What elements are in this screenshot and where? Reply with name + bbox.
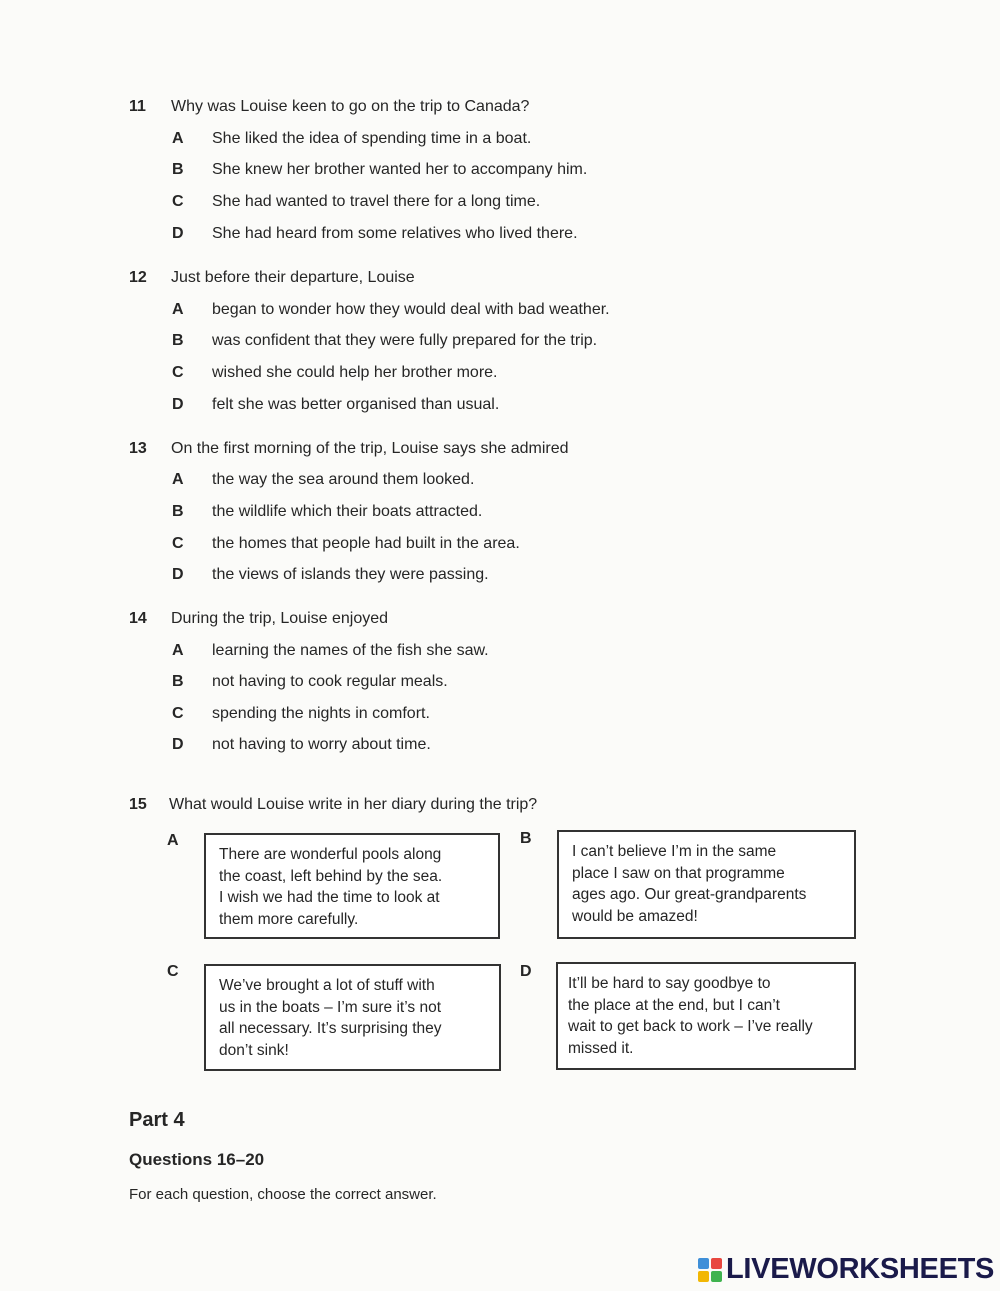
box-line: There are wonderful pools along — [219, 846, 442, 863]
option-letter[interactable]: A — [172, 642, 184, 659]
question-text: During the trip, Louise enjoyed — [171, 610, 389, 627]
option-letter[interactable]: B — [172, 503, 184, 520]
option-text[interactable]: wished she could help her brother more. — [212, 364, 498, 381]
question-number: 11 — [129, 98, 146, 115]
option-letter[interactable]: B — [172, 161, 184, 178]
question-number: 14 — [129, 610, 147, 627]
option-letter[interactable]: C — [172, 193, 184, 210]
option-letter[interactable]: D — [172, 736, 184, 753]
option-letter[interactable]: A — [172, 471, 184, 488]
option-text[interactable]: began to wonder how they would deal with bad weather. — [212, 301, 610, 318]
logo-text: LIVEWORKSHEETS — [726, 1253, 995, 1285]
option-text[interactable]: She had wanted to travel there for a long time. — [212, 193, 541, 210]
option-text[interactable]: She had heard from some relatives who lived there. — [212, 225, 578, 242]
box-line: would be amazed! — [572, 907, 698, 925]
box-line: place I saw on that programme — [572, 864, 785, 882]
part-title: Part 4 — [129, 1109, 185, 1131]
option-text[interactable]: learning the names of the fish she saw. — [212, 642, 489, 659]
box-line: us in the boats – I’m sure it’s not — [219, 998, 441, 1016]
option-letter[interactable]: C — [172, 705, 184, 722]
option-letter[interactable]: C — [172, 364, 184, 381]
question-text: What would Louise write in her diary during the trip? — [169, 796, 538, 813]
question-text: On the first morning of the trip, Louise says she admired — [171, 440, 569, 457]
option-text[interactable]: not having to worry about time. — [212, 736, 431, 753]
option-letter[interactable]: A — [172, 130, 184, 147]
option-letter[interactable]: C — [172, 535, 184, 552]
diary-option-d[interactable] — [556, 962, 856, 1070]
diary-option-b[interactable] — [557, 830, 856, 939]
option-letter[interactable]: B — [172, 332, 184, 349]
option-text[interactable]: the way the sea around them looked. — [212, 471, 475, 488]
box-line: I wish we had the time to look at — [219, 889, 440, 906]
logo-tile — [698, 1258, 709, 1269]
option-text[interactable]: not having to cook regular meals. — [212, 673, 448, 690]
option-text[interactable]: felt she was better organised than usual. — [212, 396, 500, 413]
question-number: 13 — [129, 440, 147, 457]
box-line: all necessary. It’s surprising they — [219, 1020, 442, 1037]
option-letter[interactable]: D — [172, 396, 184, 413]
diary-option-a[interactable] — [204, 833, 500, 939]
box-line: them more carefully. — [219, 910, 359, 928]
logo-blocks-icon — [698, 1258, 722, 1282]
instruction-text: For each question, choose the correct answer. — [129, 1186, 437, 1203]
option-text[interactable]: She liked the idea of spending time in a boat. — [212, 130, 532, 147]
logo-tile — [711, 1271, 722, 1282]
box-line: We’ve brought a lot of stuff with — [219, 977, 435, 994]
box-letter[interactable]: A — [167, 832, 179, 849]
question-number: 15 — [129, 796, 147, 813]
box-line: I can’t believe I’m in the same — [572, 843, 777, 860]
option-text[interactable]: the homes that people had built in the area. — [212, 535, 520, 552]
box-line: don’t sink! — [219, 1041, 289, 1059]
logo-tile — [698, 1271, 709, 1282]
question-text: Why was Louise keen to go on the trip to Canada? — [171, 98, 530, 115]
option-text[interactable]: the wildlife which their boats attracted. — [212, 503, 483, 520]
logo-tile — [711, 1258, 722, 1269]
box-letter[interactable]: D — [520, 963, 532, 980]
option-text[interactable]: was confident that they were fully prepared for the trip. — [212, 332, 598, 349]
box-line: the coast, left behind by the sea. — [219, 867, 443, 885]
box-letter[interactable]: B — [520, 830, 532, 847]
option-letter[interactable]: D — [172, 225, 184, 242]
option-text[interactable]: the views of islands they were passing. — [212, 566, 489, 583]
box-letter[interactable]: C — [167, 963, 179, 980]
diary-option-c[interactable] — [204, 964, 501, 1071]
option-letter[interactable]: B — [172, 673, 184, 690]
option-text[interactable]: She knew her brother wanted her to accompany him. — [212, 161, 588, 178]
option-text[interactable]: spending the nights in comfort. — [212, 705, 430, 722]
question-number: 12 — [129, 269, 147, 286]
question-text: Just before their departure, Louise — [171, 269, 415, 286]
box-line: It’ll be hard to say goodbye to — [568, 975, 771, 992]
liveworksheets-logo — [698, 1253, 994, 1286]
box-line: ages ago. Our great-grandparents — [572, 886, 807, 903]
box-line: the place at the end, but I can’t — [568, 996, 780, 1014]
option-letter[interactable]: D — [172, 566, 184, 583]
option-letter[interactable]: A — [172, 301, 184, 318]
box-line: wait to get back to work – I’ve really — [568, 1018, 813, 1035]
box-line: missed it. — [568, 1039, 634, 1057]
questions-range: Questions 16–20 — [129, 1150, 265, 1169]
